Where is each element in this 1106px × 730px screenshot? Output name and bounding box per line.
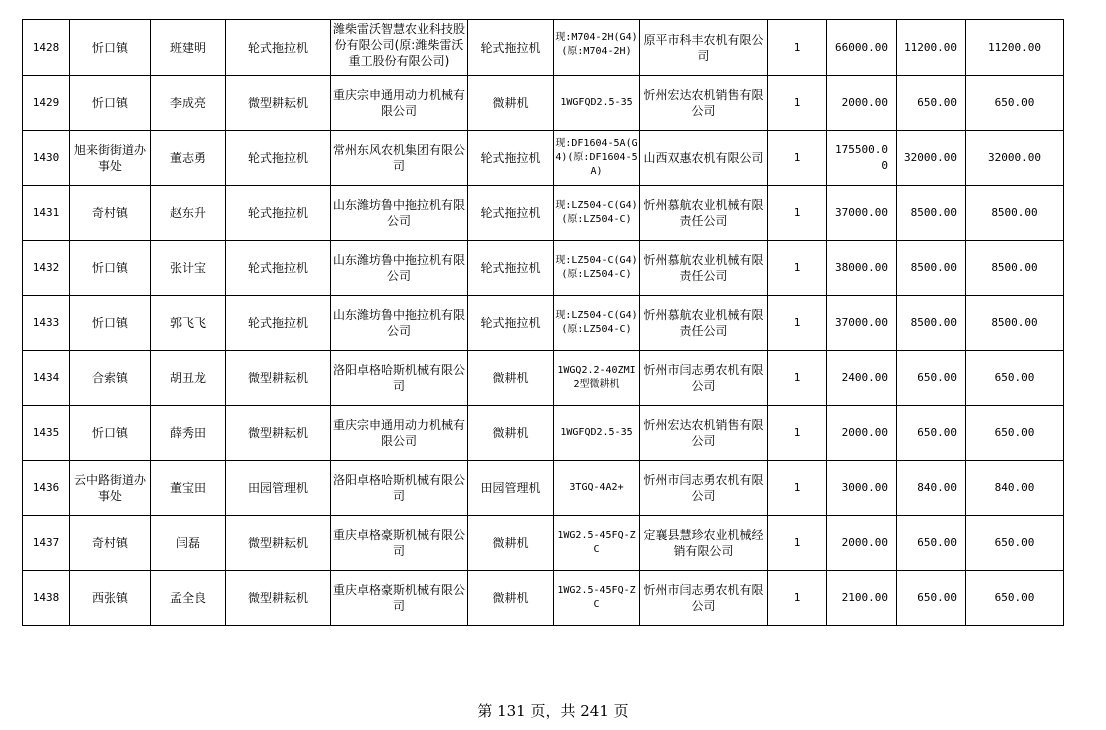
cell-dealer: 山西双惠农机有限公司 — [640, 131, 768, 186]
cell-dealer: 忻州宏达农机销售有限公司 — [640, 406, 768, 461]
cell-total-subsidy: 11200.00 — [966, 20, 1064, 76]
cell-buyer-name: 闫磊 — [151, 516, 226, 571]
cell-model — [554, 296, 640, 351]
cell-unit-subsidy: 650.00 — [897, 351, 966, 406]
cell-serial-number: 1431 — [23, 186, 70, 241]
cell-sale-price: 38000.00 — [827, 241, 897, 296]
cell-manufacturer-text: 重庆卓格豪斯机械有限公司 — [332, 528, 465, 558]
cell-buyer-name: 郭飞飞 — [151, 296, 226, 351]
cell-manufacturer-text: 洛阳卓格哈斯机械有限公司 — [332, 363, 465, 393]
cell-total-subsidy: 8500.00 — [966, 296, 1064, 351]
cell-quantity: 1 — [768, 131, 827, 186]
cell-model-text: 1WGFQD2.5-35 — [560, 97, 633, 108]
cell-town: 忻口镇 — [70, 406, 151, 461]
cell-sale-price: 2000.00 — [827, 406, 897, 461]
cell-unit-subsidy: 650.00 — [897, 516, 966, 571]
cell-manufacturer-text: 洛阳卓格哈斯机械有限公司 — [332, 473, 465, 503]
cell-manufacturer — [331, 351, 468, 406]
cell-machine-category: 轮式拖拉机 — [226, 296, 331, 351]
cell-model-text: 1WG2.5-45FQ-ZC — [557, 585, 636, 610]
cell-sale-price: 66000.00 — [827, 20, 897, 76]
cell-machine-category: 田园管理机 — [226, 461, 331, 516]
cell-unit-subsidy: 650.00 — [897, 76, 966, 131]
cell-manufacturer — [331, 296, 468, 351]
cell-serial-number: 1432 — [23, 241, 70, 296]
cell-manufacturer-text: 常州东风农机集团有限公司 — [332, 143, 465, 173]
cell-total-subsidy: 650.00 — [966, 516, 1064, 571]
cell-town: 合索镇 — [70, 351, 151, 406]
cell-buyer-name: 孟全良 — [151, 571, 226, 626]
cell-unit-subsidy: 11200.00 — [897, 20, 966, 76]
cell-town: 忻口镇 — [70, 241, 151, 296]
cell-unit-subsidy: 840.00 — [897, 461, 966, 516]
cell-manufacturer-text: 山东潍坊鲁中拖拉机有限公司 — [332, 253, 465, 283]
cell-unit-subsidy: 650.00 — [897, 406, 966, 461]
cell-serial-number: 1437 — [23, 516, 70, 571]
table-row — [23, 296, 1064, 351]
page-number: 第 131 页，共 241 页 — [477, 702, 629, 720]
cell-serial-number: 1434 — [23, 351, 70, 406]
cell-buyer-name: 赵东升 — [151, 186, 226, 241]
cell-sale-price: 37000.00 — [827, 186, 897, 241]
cell-serial-number: 1435 — [23, 406, 70, 461]
table-row — [23, 131, 1064, 186]
cell-machine-item: 微耕机 — [468, 406, 554, 461]
cell-machine-category: 轮式拖拉机 — [226, 186, 331, 241]
cell-serial-number: 1436 — [23, 461, 70, 516]
cell-total-subsidy: 650.00 — [966, 351, 1064, 406]
cell-town: 西张镇 — [70, 571, 151, 626]
cell-unit-subsidy: 8500.00 — [897, 241, 966, 296]
cell-buyer-name: 薛秀田 — [151, 406, 226, 461]
cell-machine-category: 轮式拖拉机 — [226, 131, 331, 186]
cell-model-text: 现:LZ504-C(G4)(原:LZ504-C) — [555, 310, 638, 335]
cell-model — [554, 131, 640, 186]
cell-machine-item: 轮式拖拉机 — [468, 20, 554, 76]
cell-manufacturer — [331, 131, 468, 186]
cell-machine-item: 微耕机 — [468, 571, 554, 626]
cell-dealer: 忻州市闫志勇农机有限公司 — [640, 571, 768, 626]
table-row — [23, 461, 1064, 516]
cell-buyer-name: 班建明 — [151, 20, 226, 76]
cell-model — [554, 241, 640, 296]
cell-town: 忻口镇 — [70, 20, 151, 76]
cell-total-subsidy: 840.00 — [966, 461, 1064, 516]
cell-total-subsidy: 650.00 — [966, 406, 1064, 461]
cell-total-subsidy: 32000.00 — [966, 131, 1064, 186]
cell-unit-subsidy: 650.00 — [897, 571, 966, 626]
cell-quantity: 1 — [768, 296, 827, 351]
cell-manufacturer-text: 山东潍坊鲁中拖拉机有限公司 — [332, 198, 465, 228]
cell-manufacturer-text: 潍柴雷沃智慧农业科技股份有限公司(原:潍柴雷沃重工股份有限公司) — [332, 21, 465, 68]
cell-model-text: 现:DF1604-5A(G4)(原:DF1604-5A) — [555, 138, 638, 177]
cell-quantity: 1 — [768, 461, 827, 516]
cell-buyer-name: 李成亮 — [151, 76, 226, 131]
cell-quantity: 1 — [768, 571, 827, 626]
cell-dealer: 忻州慕航农业机械有限责任公司 — [640, 241, 768, 296]
cell-dealer: 忻州市闫志勇农机有限公司 — [640, 351, 768, 406]
cell-sale-price: 37000.00 — [827, 296, 897, 351]
cell-manufacturer-text: 重庆卓格豪斯机械有限公司 — [332, 583, 465, 613]
cell-model-text: 现:M704-2H(G4)(原:M704-2H) — [555, 31, 638, 57]
cell-dealer: 忻州市闫志勇农机有限公司 — [640, 461, 768, 516]
table-row — [23, 20, 1064, 76]
cell-sale-price: 2100.00 — [827, 571, 897, 626]
cell-manufacturer — [331, 186, 468, 241]
cell-machine-category: 轮式拖拉机 — [226, 20, 331, 76]
cell-machine-item: 微耕机 — [468, 76, 554, 131]
cell-buyer-name: 董宝田 — [151, 461, 226, 516]
cell-serial-number: 1429 — [23, 76, 70, 131]
cell-sale-price: 2000.00 — [827, 516, 897, 571]
cell-model — [554, 461, 640, 516]
cell-total-subsidy: 650.00 — [966, 76, 1064, 131]
cell-manufacturer — [331, 571, 468, 626]
cell-serial-number: 1428 — [23, 20, 70, 76]
cell-town: 忻口镇 — [70, 296, 151, 351]
cell-model-text: 1WGQ2.2-40ZMI2型微耕机 — [557, 365, 636, 390]
cell-quantity: 1 — [768, 406, 827, 461]
cell-buyer-name: 胡丑龙 — [151, 351, 226, 406]
cell-dealer: 忻州慕航农业机械有限责任公司 — [640, 296, 768, 351]
table-row — [23, 351, 1064, 406]
cell-buyer-name: 董志勇 — [151, 131, 226, 186]
cell-machine-category: 微型耕耘机 — [226, 76, 331, 131]
cell-dealer: 原平市科丰农机有限公司 — [640, 20, 768, 76]
cell-quantity: 1 — [768, 20, 827, 76]
cell-model-text: 1WGFQD2.5-35 — [560, 427, 633, 438]
cell-town: 云中路街道办事处 — [70, 461, 151, 516]
cell-model-text: 1WG2.5-45FQ-ZC — [557, 530, 636, 555]
cell-town: 忻口镇 — [70, 76, 151, 131]
cell-sale-price: 2000.00 — [827, 76, 897, 131]
table-row — [23, 516, 1064, 571]
cell-town: 奇村镇 — [70, 186, 151, 241]
cell-machine-item: 轮式拖拉机 — [468, 296, 554, 351]
cell-manufacturer — [331, 20, 468, 76]
cell-model — [554, 351, 640, 406]
cell-machine-category: 微型耕耘机 — [226, 351, 331, 406]
subsidy-table — [22, 19, 1064, 626]
cell-quantity: 1 — [768, 76, 827, 131]
cell-model-text: 现:LZ504-C(G4)(原:LZ504-C) — [555, 200, 638, 225]
cell-model-text: 3TGQ-4A2+ — [569, 482, 624, 493]
cell-quantity: 1 — [768, 186, 827, 241]
cell-model — [554, 571, 640, 626]
cell-machine-category: 轮式拖拉机 — [226, 241, 331, 296]
table-row — [23, 406, 1064, 461]
cell-unit-subsidy: 8500.00 — [897, 186, 966, 241]
cell-machine-item: 轮式拖拉机 — [468, 241, 554, 296]
cell-manufacturer — [331, 406, 468, 461]
cell-total-subsidy: 650.00 — [966, 571, 1064, 626]
cell-model-text: 现:LZ504-C(G4)(原:LZ504-C) — [555, 255, 638, 280]
cell-manufacturer — [331, 516, 468, 571]
cell-sale-price: 2400.00 — [827, 351, 897, 406]
cell-sale-price: 175500.00 — [827, 131, 897, 186]
cell-unit-subsidy: 8500.00 — [897, 296, 966, 351]
cell-quantity: 1 — [768, 351, 827, 406]
cell-manufacturer-text: 重庆宗申通用动力机械有限公司 — [332, 88, 465, 118]
cell-model — [554, 516, 640, 571]
table-body — [23, 20, 1064, 626]
cell-town: 奇村镇 — [70, 516, 151, 571]
cell-manufacturer-text: 重庆宗申通用动力机械有限公司 — [332, 418, 465, 448]
cell-serial-number: 1433 — [23, 296, 70, 351]
cell-manufacturer — [331, 76, 468, 131]
table-row — [23, 76, 1064, 131]
cell-model — [554, 76, 640, 131]
cell-dealer: 定襄县慧珍农业机械经销有限公司 — [640, 516, 768, 571]
cell-machine-item: 田园管理机 — [468, 461, 554, 516]
cell-town: 旭来街街道办事处 — [70, 131, 151, 186]
cell-machine-category: 微型耕耘机 — [226, 571, 331, 626]
cell-machine-category: 微型耕耘机 — [226, 516, 331, 571]
cell-machine-item: 轮式拖拉机 — [468, 186, 554, 241]
cell-manufacturer — [331, 461, 468, 516]
cell-model — [554, 20, 640, 76]
cell-manufacturer — [331, 241, 468, 296]
cell-dealer: 忻州宏达农机销售有限公司 — [640, 76, 768, 131]
cell-machine-item: 轮式拖拉机 — [468, 131, 554, 186]
cell-quantity: 1 — [768, 241, 827, 296]
cell-model — [554, 186, 640, 241]
cell-machine-item: 微耕机 — [468, 351, 554, 406]
cell-machine-item: 微耕机 — [468, 516, 554, 571]
cell-model — [554, 406, 640, 461]
cell-manufacturer-text: 山东潍坊鲁中拖拉机有限公司 — [332, 308, 465, 338]
cell-sale-price: 3000.00 — [827, 461, 897, 516]
table-row — [23, 571, 1064, 626]
cell-quantity: 1 — [768, 516, 827, 571]
cell-unit-subsidy: 32000.00 — [897, 131, 966, 186]
cell-total-subsidy: 8500.00 — [966, 241, 1064, 296]
cell-dealer: 忻州慕航农业机械有限责任公司 — [640, 186, 768, 241]
cell-buyer-name: 张计宝 — [151, 241, 226, 296]
cell-serial-number: 1438 — [23, 571, 70, 626]
cell-total-subsidy: 8500.00 — [966, 186, 1064, 241]
table-row — [23, 186, 1064, 241]
cell-machine-category: 微型耕耘机 — [226, 406, 331, 461]
table-row — [23, 241, 1064, 296]
cell-serial-number: 1430 — [23, 131, 70, 186]
